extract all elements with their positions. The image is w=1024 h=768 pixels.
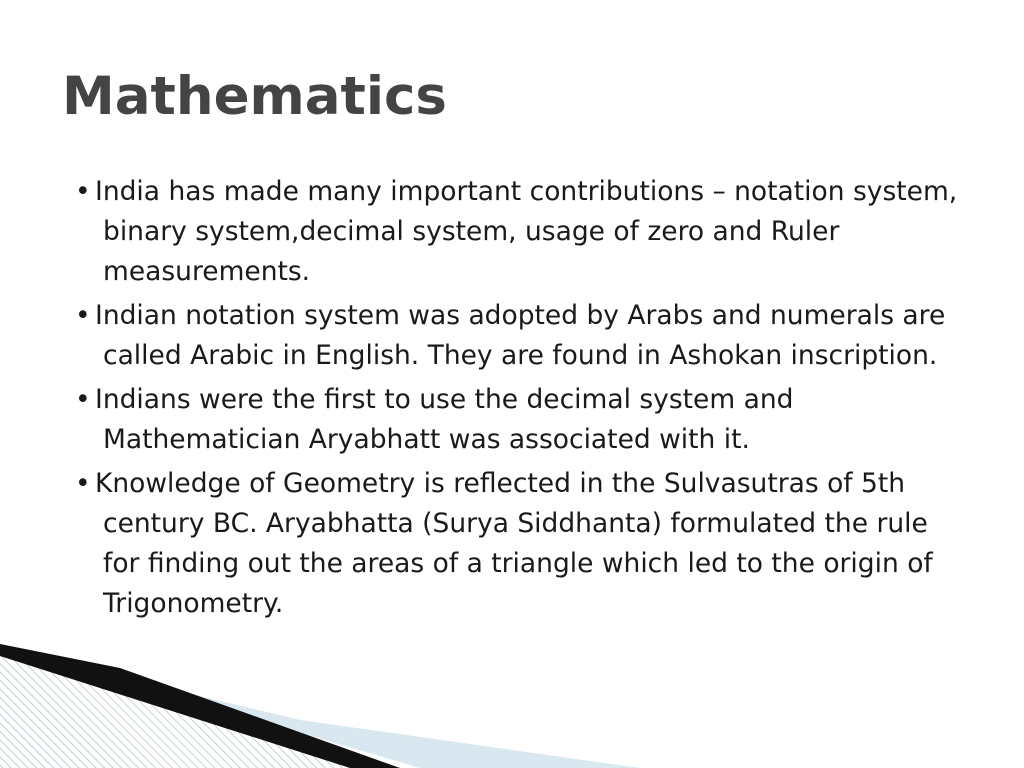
bullet-item	[75, 172, 965, 292]
slide-title: Mathematics	[62, 66, 447, 127]
bullet-text: India has made many important contributions – notation system, binary system,decimal system, usage of zero and Ruler measurements.	[95, 176, 958, 287]
bullet-text: Knowledge of Geometry is reflected in the Sulvasutras of 5th century BC. Aryabhatta (Surya Siddhanta) formulated the rule for finding out the areas of a triangle which led to the origin of Trigonometry.	[95, 468, 933, 619]
bullet-marker: •	[75, 468, 91, 499]
bullet-list	[75, 172, 965, 628]
bullet-item	[75, 380, 965, 460]
bullet-text: Indian notation system was adopted by Arabs and numerals are called Arabic in English. They are found in Ashokan inscription.	[95, 300, 946, 371]
bullet-text: Indians were the first to use the decimal system and Mathematician Aryabhatt was associated with it.	[95, 384, 794, 455]
bullet-marker: •	[75, 300, 91, 331]
bullet-item	[75, 464, 965, 624]
bullet-marker: •	[75, 176, 91, 207]
bullet-marker: •	[75, 384, 91, 415]
decorative-corner-graphic	[0, 630, 640, 768]
bullet-item	[75, 296, 965, 376]
